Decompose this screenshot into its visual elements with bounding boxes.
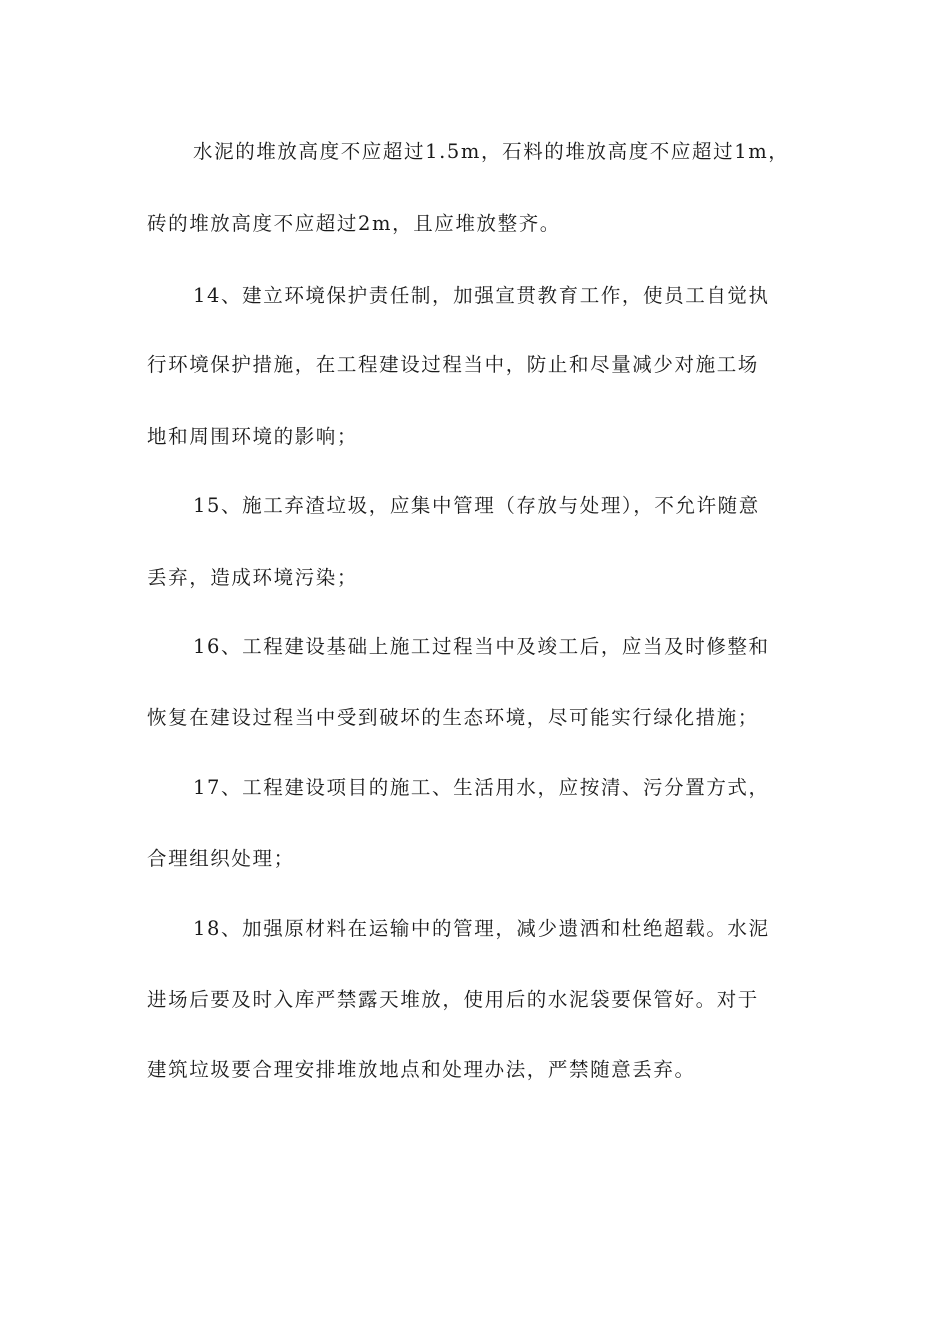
text-line: 水泥的堆放高度不应超过1.5m，石料的堆放高度不应超过1m， [193,140,790,163]
text-line: 15、施工弃渣垃圾，应集中管理（存放与处理），不允许随意 [193,494,760,517]
text-line: 进场后要及时入库严禁露天堆放，使用后的水泥袋要保管好。对于 [147,988,759,1011]
text-line: 建筑垃圾要合理安排堆放地点和处理办法，严禁随意丢弃。 [147,1058,696,1081]
text-line: 14、建立环境保护责任制，加强宣贯教育工作，使员工自觉执 [193,284,770,307]
text-line: 合理组织处理； [147,847,295,870]
text-line: 17、工程建设项目的施工、生活用水，应按清、污分置方式， [193,776,770,799]
text-line: 行环境保护措施，在工程建设过程当中，防止和尽量减少对施工场 [147,353,759,376]
text-line: 砖的堆放高度不应超过2m，且应堆放整齐。 [147,212,561,235]
text-line: 16、工程建设基础上施工过程当中及竣工后，应当及时修整和 [193,635,770,658]
text-line: 丢弃，造成环境污染； [147,566,359,589]
text-line: 18、加强原材料在运输中的管理，减少遗洒和杜绝超载。水泥 [193,917,770,940]
text-line: 地和周围环境的影响； [147,425,359,448]
text-line: 恢复在建设过程当中受到破坏的生态环境，尽可能实行绿化措施； [147,706,759,729]
